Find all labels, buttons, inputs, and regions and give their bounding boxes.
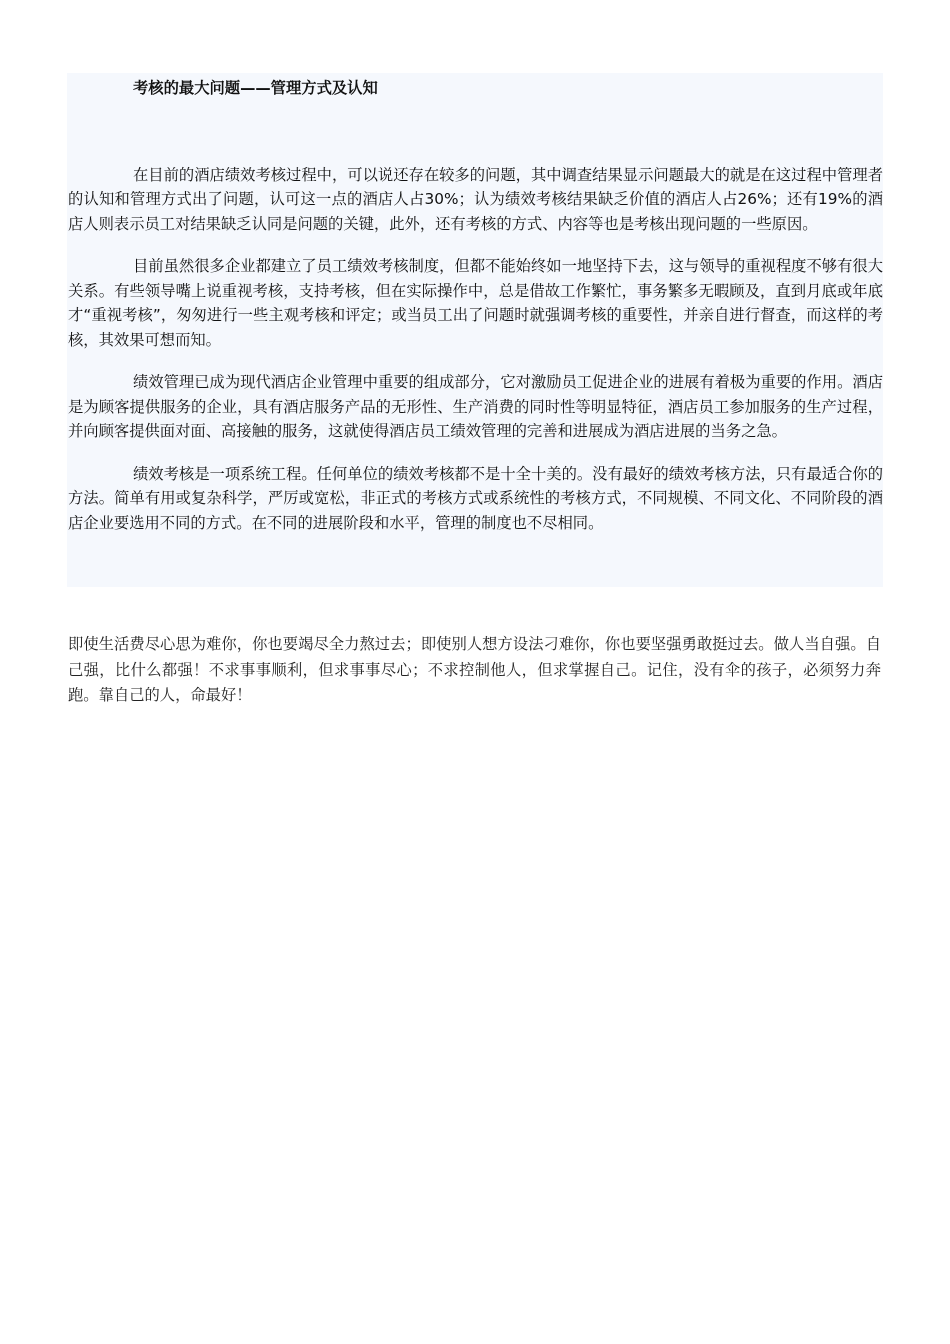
article-paragraph: 目前虽然很多企业都建立了员工绩效考核制度，但都不能始终如一地坚持下去，这与领导的重视程度不够有很大关系。有些领导嘴上说重视考核，支持考核，但在实际操作中，总是借故工作繁忙，事务繁多无暇顾及，直到月底或年底才“重视考核”，匆匆进行一些主观考核和评定；或当员工出了问题时就强调考核的重要性，并亲自进行督查，而这样的考核，其效果可想而知。 (68, 257, 883, 349)
article-title: 考核的最大问题——管理方式及认知 (133, 79, 378, 97)
article-paragraph: 绩效考核是一项系统工程。任何单位的绩效考核都不是十全十美的。没有最好的绩效考核方法，只有最适合你的方法。简单有用或复杂科学，严厉或宽松，非正式的考核方式或系统性的考核方式，不同规模、不同文化、不同阶段的酒店企业要选用不同的方式。在不同的进展阶段和水平，管理的制度也不尽相同。 (68, 464, 883, 532)
article-paragraph: 绩效管理已成为现代酒店企业管理中重要的组成部分，它对激励员工促进企业的进展有着极为重要的作用。酒店是为顾客提供服务的企业，具有酒店服务产品的无形性、生产消费的同时性等明显特征，酒店员工参加服务的生产过程，并向顾客提供面对面、高接触的服务，这就使得酒店员工绩效管理的完善和进展成为酒店进展的当务之急。 (68, 373, 883, 440)
article-body (68, 76, 883, 535)
article-paragraph: 在目前的酒店绩效考核过程中，可以说还存在较多的问题，其中调查结果显示问题最大的就是在这过程中管理者的认知和管理方式出了问题，认可这一点的酒店人占30%；认为绩效考核结果缺乏价值的酒店人占26%；还有19%的酒店人则表示员工对结果缺乏认同是问题的关键，此外，还有考核的方式、内容等也是考核出现问题的一些原因。 (68, 165, 883, 233)
motto-paragraph: 即使生活费尽心思为难你，你也要竭尽全力熬过去；即使别人想方设法刁难你，你也要坚强勇敢挺过去。做人当自强。自己强，比什么都强！不求事事顺利，但求事事尽心；不求控制他人，但求掌握自己。记住，没有伞的孩子，必须努力奔跑。靠自己的人，命最好！ (68, 635, 881, 704)
